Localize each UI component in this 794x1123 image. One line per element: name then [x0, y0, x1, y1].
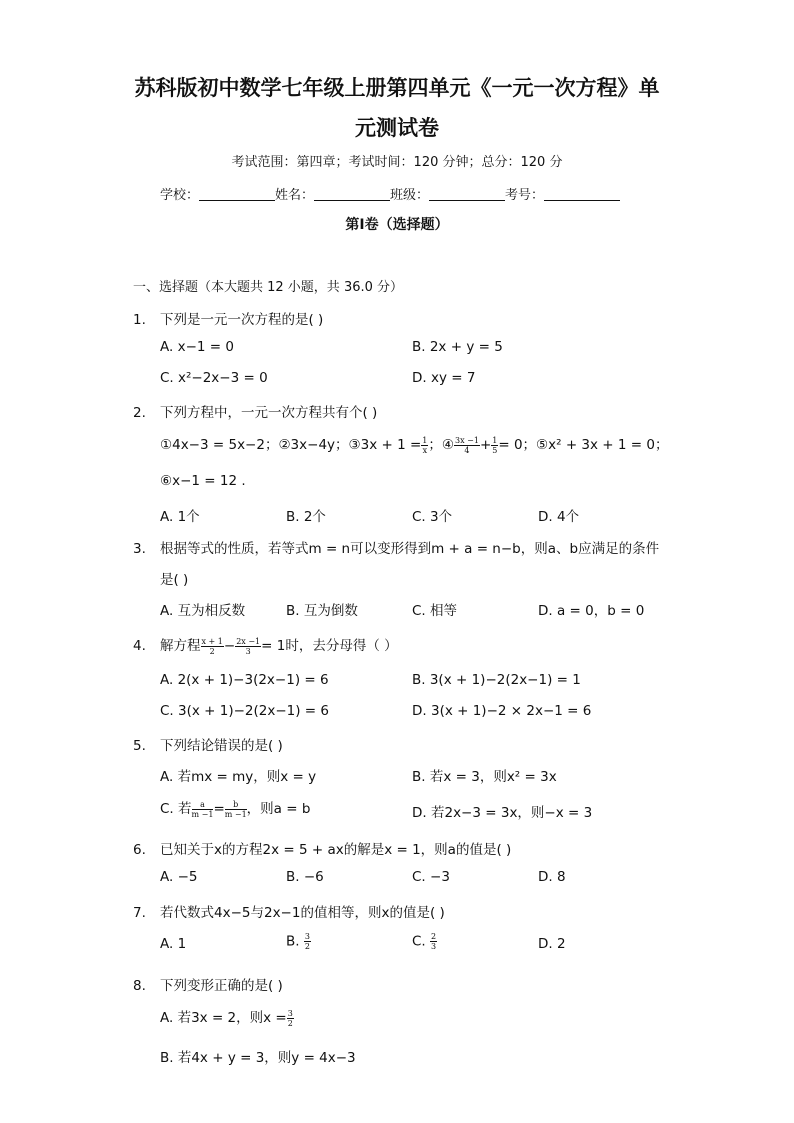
q2-option-c: C. 3个	[412, 509, 453, 525]
q3-option-b: B. 互为倒数	[286, 603, 358, 619]
question-number: 7.	[133, 905, 146, 921]
denominator: x	[422, 445, 428, 455]
question-7	[133, 901, 445, 921]
name-blank	[314, 188, 390, 201]
denominator: 4	[464, 445, 470, 455]
q6-option-a: A. −5	[160, 869, 198, 885]
question-number: 3.	[133, 541, 146, 557]
numerator: 3x −1	[455, 435, 479, 445]
q2-option-b: B. 2个	[286, 509, 326, 525]
q3-option-d: D. a = 0，b = 0	[538, 603, 645, 619]
question-stem: 下列变形正确的是( )	[160, 978, 283, 994]
q2-items-part3: +	[479, 437, 492, 453]
question-stem: 若代数式4x−5与2x−1的值相等，则x的值是( )	[160, 905, 445, 921]
question-stem: 已知关于x的方程2x = 5 + ax的解是x = 1，则a的值是( )	[160, 842, 512, 858]
q7-option-d: D. 2	[538, 936, 566, 952]
question-8	[133, 974, 283, 994]
question-number: 8.	[133, 978, 146, 994]
q2-option-a: A. 1个	[160, 509, 200, 525]
section-title: 一、选择题（本大题共 12 小题，共 36.0 分）	[133, 280, 404, 295]
denominator: 3	[431, 942, 437, 951]
school-blank	[199, 188, 275, 201]
denominator: 2	[209, 646, 215, 656]
student-info-row	[160, 184, 620, 203]
q8-option-b: B. 若4x + y = 3，则y = 4x−3	[160, 1050, 356, 1066]
q1-option-b: B. 2x + y = 5	[412, 339, 503, 355]
q5-option-d: D. 若2x−3 = 3x，则−x = 3	[412, 805, 593, 821]
number-label: 考号：	[505, 188, 545, 203]
question-1	[133, 308, 323, 328]
q3-option-a: A. 互为相反数	[160, 603, 246, 619]
denominator: m −1	[191, 809, 214, 819]
class-blank	[429, 188, 505, 201]
q2-items-part2: ；④	[428, 437, 454, 453]
q1-option-c: C. x²−2x−3 = 0	[160, 370, 268, 386]
numerator: 1	[492, 435, 498, 445]
numerator: a	[192, 800, 214, 810]
q3-stem-line2: 是( )	[160, 572, 189, 588]
q2-equations-line2: ⑥x−1 = 12 .	[160, 473, 246, 489]
q5-option-a: A. 若mx = my，则x = y	[160, 769, 317, 785]
fraction	[201, 637, 224, 656]
question-number: 5.	[133, 738, 146, 754]
q4-option-d: D. 3(x + 1)−2 × 2x−1 = 6	[412, 703, 592, 719]
option-letter: B.	[286, 933, 304, 950]
numerator: 2	[431, 932, 437, 941]
fraction	[454, 436, 480, 455]
numerator: 3	[287, 1008, 293, 1018]
question-number: 6.	[133, 842, 146, 858]
q4-option-a: A. 2(x + 1)−3(2x−1) = 6	[160, 672, 329, 688]
q4-option-c: C. 3(x + 1)−2(2x−1) = 6	[160, 703, 330, 719]
numerator: 2x −1	[236, 636, 261, 646]
question-6	[133, 838, 511, 858]
denominator: 2	[287, 1018, 293, 1028]
q5-option-c	[160, 797, 310, 819]
question-number: 4.	[133, 638, 146, 654]
denominator: 3	[245, 646, 251, 656]
exam-info: 考试范围：第四章；考试时间：120 分钟；总分：120 分	[231, 155, 563, 170]
question-4	[133, 634, 398, 656]
denominator: m −1	[224, 809, 247, 819]
question-3	[133, 537, 659, 557]
q6-option-c: C. −3	[412, 869, 450, 885]
question-stem: 根据等式的性质，若等式m = n可以变形得到m + a = n−b，则a、b应满足的条件	[160, 541, 660, 557]
fraction	[287, 1009, 294, 1028]
q5-option-b: B. 若x = 3，则x² = 3x	[412, 769, 557, 785]
exam-title-line1: 苏科版初中数学七年级上册第四单元《一元一次方程》单	[134, 75, 660, 100]
q2-items-part4: = 0；⑤x² + 3x + 1 = 0；	[498, 437, 669, 453]
q6-option-b: B. −6	[286, 869, 324, 885]
q3-option-c: C. 相等	[412, 603, 458, 619]
name-label: 姓名：	[275, 188, 315, 203]
numerator: x + 1	[201, 636, 223, 646]
option-letter: C.	[412, 933, 431, 950]
denominator: 2	[304, 942, 310, 951]
q6-option-d: D. 8	[538, 869, 566, 885]
fraction	[430, 932, 437, 951]
question-number: 1.	[133, 312, 146, 328]
option-text: A. 若3x = 2，则x =	[160, 1010, 287, 1026]
numerator: b	[225, 800, 247, 810]
school-label: 学校：	[160, 188, 200, 203]
fraction	[304, 932, 311, 951]
q7-option-a: A. 1	[160, 936, 187, 952]
numerator: 1	[422, 435, 428, 445]
option-text-end: ，则a = b	[246, 801, 311, 817]
q2-equations-line1	[160, 433, 668, 455]
question-stem: 下列是一元一次方程的是( )	[160, 312, 324, 328]
fraction	[192, 800, 214, 819]
question-stem: 下列方程中，一元一次方程共有个( )	[160, 405, 378, 421]
fraction	[235, 637, 261, 656]
q8-option-a	[160, 1006, 294, 1028]
q7-option-b	[286, 932, 311, 951]
volume-heading: 第Ⅰ卷（选择题）	[345, 217, 449, 233]
numerator: 3	[304, 932, 310, 941]
denominator: 5	[492, 445, 498, 455]
equals-sign: =	[213, 801, 225, 817]
question-stem-end: = 1时，去分母得（ ）	[261, 638, 398, 654]
class-label: 班级：	[390, 188, 430, 203]
exam-title-line2: 元测试卷	[355, 115, 439, 140]
question-stem: 解方程	[160, 638, 201, 654]
q1-option-d: D. xy = 7	[412, 370, 476, 386]
question-number: 2.	[133, 405, 146, 421]
q4-option-b: B. 3(x + 1)−2(2x−1) = 1	[412, 672, 581, 688]
minus-sign: −	[223, 638, 236, 654]
question-5	[133, 734, 283, 754]
q1-option-a: A. x−1 = 0	[160, 339, 234, 355]
question-stem: 下列结论错误的是( )	[160, 738, 283, 754]
option-text: C. 若	[160, 801, 192, 817]
fraction	[225, 800, 247, 819]
q2-option-d: D. 4个	[538, 509, 580, 525]
number-blank	[544, 188, 620, 201]
q2-items-part1: ①4x−3 = 5x−2；②3x−4y；③3x + 1 =	[160, 437, 422, 453]
q7-option-c	[412, 932, 437, 951]
question-2	[133, 401, 377, 421]
